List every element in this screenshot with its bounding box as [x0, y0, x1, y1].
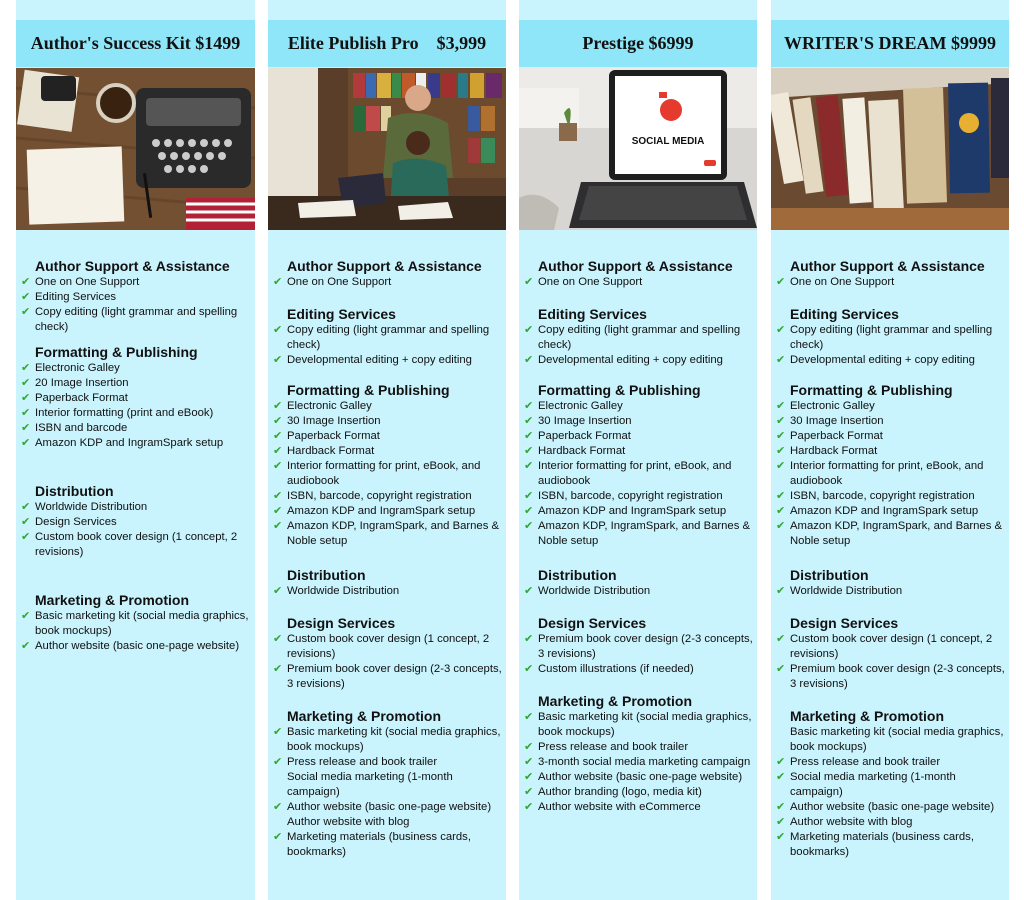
feature-item [771, 275, 1009, 290]
section-heading: Formatting & Publishing [538, 382, 701, 398]
feature-item [771, 459, 1009, 489]
feature-item [16, 500, 255, 515]
feature-text: Amazon KDP and IngramSpark setup [287, 505, 476, 517]
checkmark-icon: ✔ [776, 756, 786, 768]
feature-bullet-spacer [273, 815, 287, 830]
checkmark-icon: ✔ [21, 276, 31, 288]
feature-item [771, 815, 1009, 830]
feature-text: Custom illustrations (if needed) [538, 663, 694, 675]
feature-text: Developmental editing + copy editing [287, 354, 472, 366]
feature-text: One on One Support [790, 276, 895, 288]
section-heading: Formatting & Publishing [790, 382, 953, 398]
section-heading: Marketing & Promotion [35, 592, 190, 608]
feature-item [519, 399, 757, 414]
section-heading: Distribution [790, 567, 869, 583]
feature-text: Design Services [35, 516, 117, 528]
checkmark-icon: ✔ [273, 460, 283, 472]
checkmark-icon: ✔ [21, 291, 31, 303]
feature-item [268, 459, 506, 489]
section-heading: Design Services [538, 615, 647, 631]
feature-text: Copy editing (light grammar and spelling check) [35, 306, 238, 333]
checkmark-icon: ✔ [776, 831, 786, 843]
feature-text: Basic marketing kit (social media graphics, book mockups) [538, 711, 752, 738]
checkmark-icon: ✔ [21, 407, 31, 419]
feature-item [16, 421, 255, 436]
feature-text: Interior formatting for print, eBook, and audiobook [538, 460, 732, 487]
feature-item [268, 632, 506, 662]
checkmark-icon: ✔ [21, 437, 31, 449]
feature-item [268, 399, 506, 414]
checkmark-icon: ✔ [776, 460, 786, 472]
checkmark-icon: ✔ [524, 801, 534, 813]
feature-item [519, 489, 757, 504]
checkmark-icon: ✔ [21, 501, 31, 513]
feature-text: Amazon KDP and IngramSpark setup [538, 505, 727, 517]
feature-item [16, 290, 255, 305]
checkmark-icon: ✔ [776, 354, 786, 366]
feature-text: 30 Image Insertion [790, 415, 884, 427]
feature-item [771, 504, 1009, 519]
feature-text: Author branding (logo, media kit) [538, 786, 702, 798]
feature-text: Worldwide Distribution [538, 585, 651, 597]
feature-item [771, 632, 1009, 662]
feature-text: Author website (basic one-page website) [790, 801, 995, 813]
feature-item [519, 323, 757, 353]
feature-text: One on One Support [35, 276, 140, 288]
plan-card-prestige [519, 0, 757, 900]
checkmark-icon: ✔ [524, 354, 534, 366]
feature-item [519, 662, 757, 677]
feature-text: Electronic Galley [287, 400, 372, 412]
feature-text: Amazon KDP, IngramSpark, and Barnes & Noble setup [790, 520, 1003, 547]
feature-text: Press release and book trailer [287, 756, 438, 768]
bookshelf-photo [771, 68, 1009, 230]
checkmark-icon: ✔ [524, 520, 534, 532]
checkmark-icon: ✔ [273, 633, 283, 645]
social-media-laptop-photo [519, 68, 757, 230]
feature-text: Hardback Format [790, 445, 878, 457]
checkmark-icon: ✔ [776, 585, 786, 597]
feature-text: Developmental editing + copy editing [538, 354, 723, 366]
checkmark-icon: ✔ [273, 801, 283, 813]
checkmark-icon: ✔ [21, 422, 31, 434]
checkmark-icon: ✔ [776, 771, 786, 783]
checkmark-icon: ✔ [21, 362, 31, 374]
feature-item [268, 323, 506, 353]
feature-item [268, 353, 506, 368]
checkmark-icon: ✔ [273, 415, 283, 427]
feature-item [16, 275, 255, 290]
feature-item [519, 353, 757, 368]
section-heading: Formatting & Publishing [35, 344, 198, 360]
feature-text: Author website with eCommerce [538, 801, 701, 813]
feature-item [268, 770, 506, 800]
checkmark-icon: ✔ [524, 445, 534, 457]
feature-text: Electronic Galley [790, 400, 875, 412]
feature-item [771, 830, 1009, 860]
checkmark-icon: ✔ [524, 711, 534, 723]
section-heading: Distribution [287, 567, 366, 583]
checkmark-icon: ✔ [776, 801, 786, 813]
feature-text: Author website (basic one-page website) [287, 801, 492, 813]
feature-text: Developmental editing + copy editing [790, 354, 975, 366]
checkmark-icon: ✔ [524, 415, 534, 427]
feature-text: Amazon KDP and IngramSpark setup [790, 505, 979, 517]
feature-text: One on One Support [287, 276, 392, 288]
feature-text: Electronic Galley [35, 362, 120, 374]
feature-text: Author website with blog [287, 816, 410, 828]
feature-text: 20 Image Insertion [35, 377, 129, 389]
section-heading: Editing Services [538, 306, 647, 322]
checkmark-icon: ✔ [273, 276, 283, 288]
section-heading: Author Support & Assistance [35, 258, 230, 274]
checkmark-icon: ✔ [21, 392, 31, 404]
section-heading: Author Support & Assistance [538, 258, 733, 274]
feature-item [268, 725, 506, 755]
plan-card-writers-dream [771, 0, 1009, 900]
feature-text: Custom book cover design (1 concept, 2 revisions) [35, 531, 238, 558]
feature-text: ISBN, barcode, copyright registration [538, 490, 723, 502]
feature-bullet-spacer [273, 770, 287, 800]
feature-item [519, 275, 757, 290]
feature-item [519, 770, 757, 785]
feature-item [268, 755, 506, 770]
checkmark-icon: ✔ [776, 324, 786, 336]
feature-text: Amazon KDP, IngramSpark, and Barnes & Noble setup [287, 520, 500, 547]
feature-text: Paperback Format [790, 430, 883, 442]
feature-text: Basic marketing kit (social media graphics, book mockups) [35, 610, 249, 637]
checkmark-icon: ✔ [524, 786, 534, 798]
feature-text: 30 Image Insertion [538, 415, 632, 427]
feature-item [16, 305, 255, 335]
checkmark-icon: ✔ [273, 726, 283, 738]
feature-text: Premium book cover design (2-3 concepts, 3 revisions) [790, 663, 1005, 690]
checkmark-icon: ✔ [776, 663, 786, 675]
feature-text: ISBN, barcode, copyright registration [790, 490, 975, 502]
feature-item [771, 725, 1009, 755]
feature-item [16, 391, 255, 406]
checkmark-icon: ✔ [273, 756, 283, 768]
feature-text: Basic marketing kit (social media graphics, book mockups) [790, 726, 1004, 753]
checkmark-icon: ✔ [524, 771, 534, 783]
feature-item [771, 584, 1009, 599]
feature-item [16, 376, 255, 391]
plan-features [16, 258, 255, 654]
feature-text: ISBN and barcode [35, 422, 128, 434]
feature-item [268, 815, 506, 830]
feature-text: Author website (basic one-page website) [35, 640, 240, 652]
feature-item [268, 830, 506, 860]
feature-item [519, 800, 757, 815]
checkmark-icon: ✔ [776, 430, 786, 442]
feature-item [268, 584, 506, 599]
photo-social-media-text: SOCIAL MEDIA [631, 136, 705, 147]
feature-text: Interior formatting for print, eBook, and audiobook [287, 460, 481, 487]
feature-text: Social media marketing (1-month campaign) [287, 771, 453, 798]
checkmark-icon: ✔ [21, 640, 31, 652]
checkmark-icon: ✔ [776, 520, 786, 532]
feature-bullet-spacer [776, 725, 790, 755]
library-study-photo [268, 68, 506, 230]
feature-item [519, 785, 757, 800]
plan-card-elite-publish-pro [268, 0, 506, 900]
feature-text: Custom book cover design (1 concept, 2 revisions) [287, 633, 490, 660]
feature-item [268, 414, 506, 429]
feature-item [268, 519, 506, 549]
plan-title: Elite Publish Pro $3,999 [268, 20, 506, 67]
feature-text: Paperback Format [538, 430, 631, 442]
checkmark-icon: ✔ [776, 415, 786, 427]
checkmark-icon: ✔ [524, 585, 534, 597]
feature-item [519, 632, 757, 662]
feature-item [16, 436, 255, 451]
checkmark-icon: ✔ [776, 505, 786, 517]
feature-item [519, 519, 757, 549]
feature-text: Social media marketing (1-month campaign) [790, 771, 956, 798]
feature-item [268, 489, 506, 504]
feature-text: One on One Support [538, 276, 643, 288]
checkmark-icon: ✔ [524, 663, 534, 675]
feature-item [771, 800, 1009, 815]
feature-item [771, 662, 1009, 692]
feature-item [519, 429, 757, 444]
plan-features [771, 258, 1009, 860]
feature-text: Press release and book trailer [790, 756, 941, 768]
section-heading: Author Support & Assistance [287, 258, 482, 274]
feature-text: Premium book cover design (2-3 concepts, 3 revisions) [287, 663, 502, 690]
checkmark-icon: ✔ [273, 505, 283, 517]
feature-text: Copy editing (light grammar and spelling check) [790, 324, 993, 351]
feature-text: Amazon KDP and IngramSpark setup [35, 437, 224, 449]
feature-item [268, 429, 506, 444]
checkmark-icon: ✔ [21, 306, 31, 318]
feature-item [268, 662, 506, 692]
section-heading: Editing Services [790, 306, 899, 322]
feature-text: Interior formatting (print and eBook) [35, 407, 214, 419]
checkmark-icon: ✔ [273, 445, 283, 457]
feature-text: Worldwide Distribution [287, 585, 400, 597]
checkmark-icon: ✔ [524, 756, 534, 768]
feature-text: Marketing materials (business cards, bookmarks) [790, 831, 974, 858]
checkmark-icon: ✔ [273, 430, 283, 442]
feature-item [268, 444, 506, 459]
feature-text: Hardback Format [287, 445, 375, 457]
typewriter-desk-photo [16, 68, 255, 230]
checkmark-icon: ✔ [273, 400, 283, 412]
feature-text: Paperback Format [287, 430, 380, 442]
feature-item [16, 406, 255, 421]
checkmark-icon: ✔ [524, 400, 534, 412]
feature-text: Copy editing (light grammar and spelling check) [287, 324, 490, 351]
section-heading: Distribution [538, 567, 617, 583]
feature-text: Copy editing (light grammar and spelling check) [538, 324, 741, 351]
feature-item [519, 755, 757, 770]
checkmark-icon: ✔ [776, 633, 786, 645]
feature-item [771, 444, 1009, 459]
feature-item [771, 770, 1009, 800]
feature-item [771, 429, 1009, 444]
checkmark-icon: ✔ [524, 633, 534, 645]
feature-item [16, 609, 255, 639]
feature-item [771, 353, 1009, 368]
feature-item [16, 639, 255, 654]
feature-text: Hardback Format [538, 445, 626, 457]
feature-text: Author website (basic one-page website) [538, 771, 743, 783]
checkmark-icon: ✔ [776, 276, 786, 288]
feature-text: Custom book cover design (1 concept, 2 revisions) [790, 633, 993, 660]
checkmark-icon: ✔ [776, 816, 786, 828]
feature-text: Electronic Galley [538, 400, 623, 412]
feature-item [771, 414, 1009, 429]
checkmark-icon: ✔ [273, 324, 283, 336]
feature-item [771, 323, 1009, 353]
checkmark-icon: ✔ [776, 400, 786, 412]
checkmark-icon: ✔ [21, 516, 31, 528]
feature-text: Worldwide Distribution [790, 585, 903, 597]
feature-item [519, 459, 757, 489]
feature-item [16, 530, 255, 560]
feature-text: Press release and book trailer [538, 741, 689, 753]
feature-text: 3-month social media marketing campaign [538, 756, 751, 768]
feature-item [771, 489, 1009, 504]
checkmark-icon: ✔ [524, 324, 534, 336]
plan-title: WRITER'S DREAM $9999 [771, 20, 1009, 67]
feature-item [519, 414, 757, 429]
checkmark-icon: ✔ [21, 377, 31, 389]
feature-item [16, 361, 255, 376]
feature-item [268, 275, 506, 290]
section-heading: Marketing & Promotion [287, 708, 442, 724]
checkmark-icon: ✔ [524, 430, 534, 442]
checkmark-icon: ✔ [273, 585, 283, 597]
feature-item [268, 800, 506, 815]
checkmark-icon: ✔ [273, 354, 283, 366]
section-heading: Design Services [287, 615, 396, 631]
feature-item [771, 519, 1009, 549]
feature-item [268, 504, 506, 519]
feature-item [519, 710, 757, 740]
checkmark-icon: ✔ [273, 831, 283, 843]
plan-features [268, 258, 506, 860]
checkmark-icon: ✔ [524, 276, 534, 288]
checkmark-icon: ✔ [776, 490, 786, 502]
feature-item [771, 399, 1009, 414]
section-heading: Distribution [35, 483, 114, 499]
plan-card-authors-success-kit [16, 0, 255, 900]
feature-item [519, 444, 757, 459]
feature-text: Basic marketing kit (social media graphics, book mockups) [287, 726, 501, 753]
feature-text: Worldwide Distribution [35, 501, 148, 513]
feature-item [519, 504, 757, 519]
checkmark-icon: ✔ [776, 445, 786, 457]
feature-item [16, 515, 255, 530]
checkmark-icon: ✔ [524, 490, 534, 502]
feature-text: Editing Services [35, 291, 116, 303]
feature-text: 30 Image Insertion [287, 415, 381, 427]
feature-text: ISBN, barcode, copyright registration [287, 490, 472, 502]
feature-text: Paperback Format [35, 392, 128, 404]
checkmark-icon: ✔ [273, 520, 283, 532]
feature-item [519, 584, 757, 599]
feature-item [519, 740, 757, 755]
section-heading: Design Services [790, 615, 899, 631]
plan-title: Prestige $6999 [519, 20, 757, 67]
checkmark-icon: ✔ [21, 531, 31, 543]
section-heading: Marketing & Promotion [538, 693, 693, 709]
checkmark-icon: ✔ [524, 460, 534, 472]
checkmark-icon: ✔ [524, 741, 534, 753]
checkmark-icon: ✔ [273, 490, 283, 502]
checkmark-icon: ✔ [524, 505, 534, 517]
plan-features [519, 258, 757, 815]
feature-text: Author website with blog [790, 816, 913, 828]
section-heading: Editing Services [287, 306, 396, 322]
plan-title: Author's Success Kit $1499 [16, 20, 255, 67]
feature-text: Amazon KDP, IngramSpark, and Barnes & Noble setup [538, 520, 751, 547]
section-heading: Marketing & Promotion [790, 708, 945, 724]
section-heading: Formatting & Publishing [287, 382, 450, 398]
feature-item [771, 755, 1009, 770]
section-heading: Author Support & Assistance [790, 258, 985, 274]
feature-text: Marketing materials (business cards, bookmarks) [287, 831, 471, 858]
feature-text: Interior formatting for print, eBook, and audiobook [790, 460, 984, 487]
checkmark-icon: ✔ [273, 663, 283, 675]
checkmark-icon: ✔ [21, 610, 31, 622]
feature-text: Premium book cover design (2-3 concepts, 3 revisions) [538, 633, 753, 660]
